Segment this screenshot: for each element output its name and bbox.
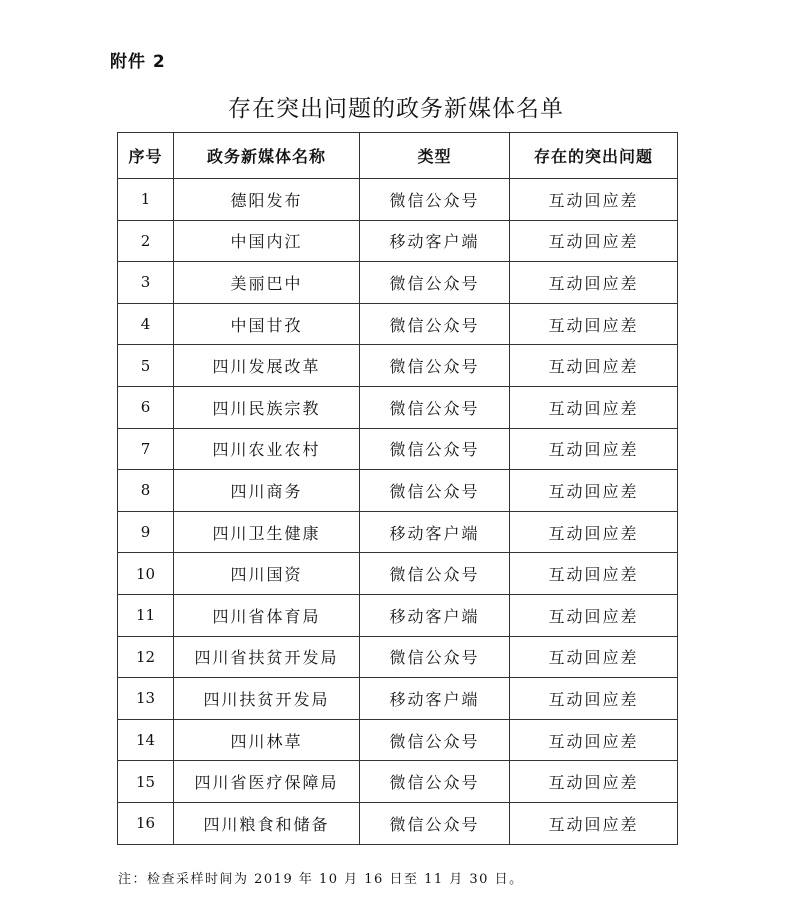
media-name-cell: 四川省医疗保障局 (174, 761, 360, 803)
media-name-cell: 美丽巴中 (174, 262, 360, 304)
media-name-cell: 四川国资 (174, 553, 360, 595)
media-name-cell: 四川卫生健康 (174, 511, 360, 553)
row-number-cell: 7 (118, 428, 174, 470)
media-type-cell: 微信公众号 (360, 345, 510, 387)
table-header-row (118, 133, 678, 179)
table-row (118, 262, 678, 304)
media-name-cell: 德阳发布 (174, 179, 360, 221)
row-number-cell: 8 (118, 470, 174, 512)
issue-cell: 互动回应差 (510, 220, 678, 262)
table-body (118, 179, 678, 845)
media-type-cell: 微信公众号 (360, 470, 510, 512)
media-name-cell: 四川粮食和储备 (174, 802, 360, 844)
issue-cell: 互动回应差 (510, 636, 678, 678)
table-row (118, 594, 678, 636)
issue-cell: 互动回应差 (510, 719, 678, 761)
table-row (118, 511, 678, 553)
media-name-cell: 四川扶贫开发局 (174, 678, 360, 720)
table-row (118, 636, 678, 678)
row-number-cell: 15 (118, 761, 174, 803)
media-type-cell: 微信公众号 (360, 262, 510, 304)
issue-cell: 互动回应差 (510, 761, 678, 803)
row-number-cell: 3 (118, 262, 174, 304)
media-list-table (117, 132, 678, 845)
media-name-cell: 四川商务 (174, 470, 360, 512)
row-number-cell: 16 (118, 802, 174, 844)
row-number-cell: 6 (118, 386, 174, 428)
media-name-cell: 四川省扶贫开发局 (174, 636, 360, 678)
media-type-cell: 移动客户端 (360, 511, 510, 553)
row-number-cell: 12 (118, 636, 174, 678)
table-row (118, 428, 678, 470)
column-header-issue: 存在的突出问题 (510, 133, 678, 179)
issue-cell: 互动回应差 (510, 262, 678, 304)
document-title: 存在突出问题的政务新媒体名单 (228, 96, 564, 122)
media-type-cell: 移动客户端 (360, 678, 510, 720)
media-name-cell: 四川林草 (174, 719, 360, 761)
row-number-cell: 11 (118, 594, 174, 636)
column-header-type: 类型 (360, 133, 510, 179)
table-row (118, 470, 678, 512)
issue-cell: 互动回应差 (510, 594, 678, 636)
table-row (118, 303, 678, 345)
row-number-cell: 10 (118, 553, 174, 595)
media-type-cell: 微信公众号 (360, 303, 510, 345)
row-number-cell: 4 (118, 303, 174, 345)
table-row (118, 719, 678, 761)
media-type-cell: 微信公众号 (360, 386, 510, 428)
row-number-cell: 2 (118, 220, 174, 262)
issue-cell: 互动回应差 (510, 303, 678, 345)
table-row (118, 179, 678, 221)
row-number-cell: 5 (118, 345, 174, 387)
media-type-cell: 微信公众号 (360, 761, 510, 803)
media-name-cell: 四川发展改革 (174, 345, 360, 387)
media-name-cell: 中国内江 (174, 220, 360, 262)
issue-cell: 互动回应差 (510, 428, 678, 470)
table-row (118, 553, 678, 595)
issue-cell: 互动回应差 (510, 802, 678, 844)
table-row (118, 802, 678, 844)
media-type-cell: 微信公众号 (360, 428, 510, 470)
media-type-cell: 微信公众号 (360, 636, 510, 678)
table-row (118, 386, 678, 428)
issue-cell: 互动回应差 (510, 386, 678, 428)
issue-cell: 互动回应差 (510, 345, 678, 387)
table-row (118, 220, 678, 262)
row-number-cell: 9 (118, 511, 174, 553)
media-type-cell: 移动客户端 (360, 220, 510, 262)
issue-cell: 互动回应差 (510, 553, 678, 595)
column-header-name: 政务新媒体名称 (174, 133, 360, 179)
media-name-cell: 四川民族宗教 (174, 386, 360, 428)
issue-cell: 互动回应差 (510, 678, 678, 720)
media-type-cell: 移动客户端 (360, 594, 510, 636)
attachment-label: 附件 2 (110, 52, 166, 72)
footnote: 注：检查采样时间为 2019 年 10 月 16 日至 11 月 30 日。 (118, 872, 524, 887)
media-name-cell: 四川农业农村 (174, 428, 360, 470)
issue-cell: 互动回应差 (510, 470, 678, 512)
issue-cell: 互动回应差 (510, 179, 678, 221)
media-name-cell: 四川省体育局 (174, 594, 360, 636)
media-name-cell: 中国甘孜 (174, 303, 360, 345)
media-type-cell: 微信公众号 (360, 802, 510, 844)
row-number-cell: 13 (118, 678, 174, 720)
column-header-number: 序号 (118, 133, 174, 179)
media-type-cell: 微信公众号 (360, 553, 510, 595)
table-row (118, 761, 678, 803)
row-number-cell: 14 (118, 719, 174, 761)
issue-cell: 互动回应差 (510, 511, 678, 553)
table-row (118, 345, 678, 387)
media-type-cell: 微信公众号 (360, 179, 510, 221)
table-row (118, 678, 678, 720)
row-number-cell: 1 (118, 179, 174, 221)
media-type-cell: 微信公众号 (360, 719, 510, 761)
